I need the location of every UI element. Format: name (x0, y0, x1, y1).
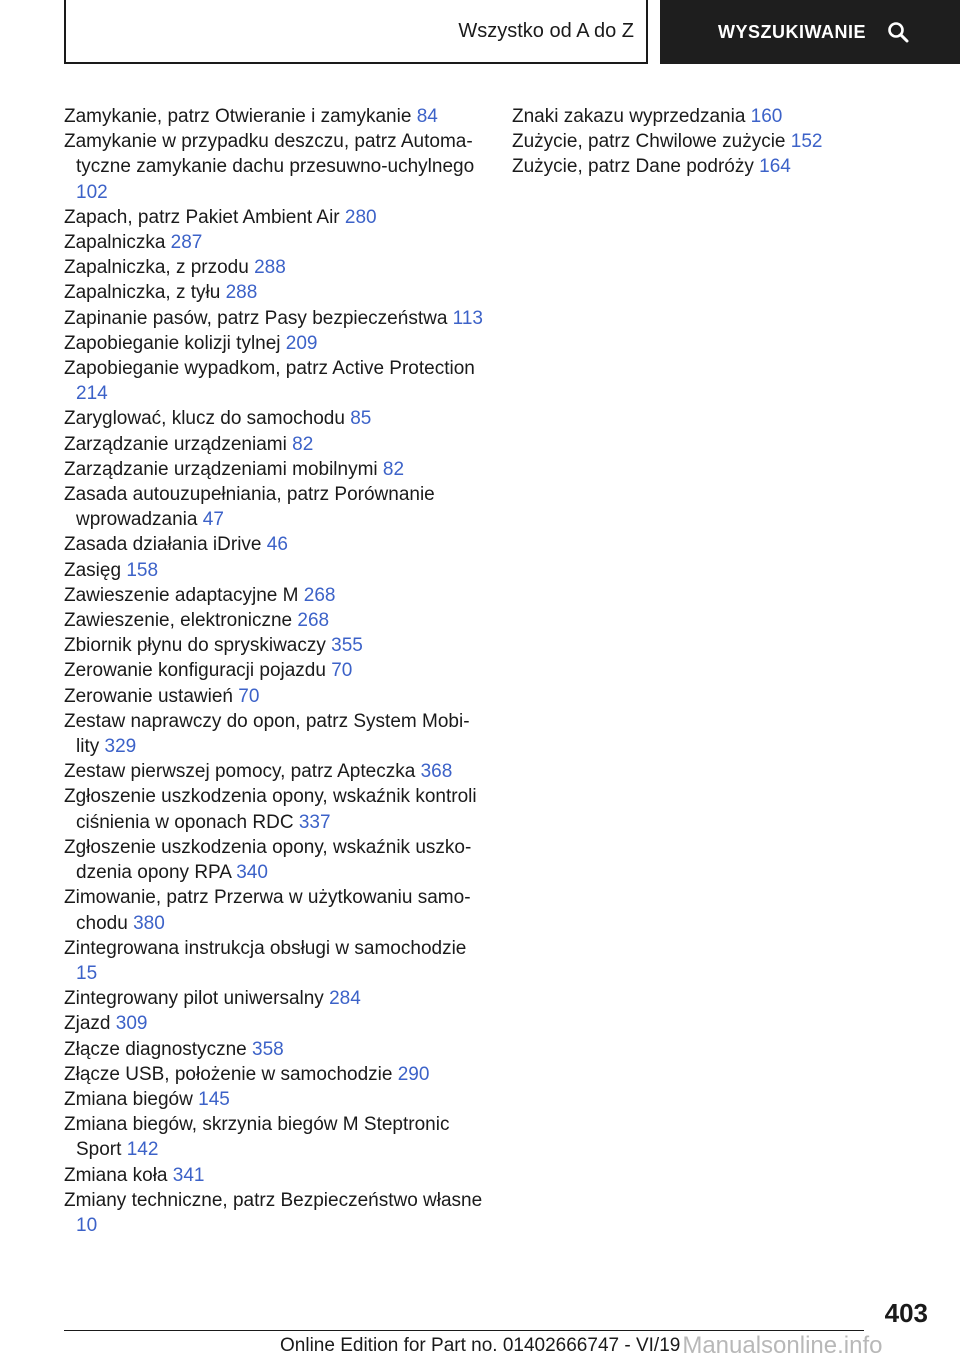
entry-page-link[interactable]: 341 (172, 1164, 205, 1186)
entry-text: Zmiana biegów, skrzynia biegów M Steptronic Sport (64, 1114, 450, 1161)
entry-text: Zamykanie, patrz Otwieranie i zamykanie (64, 106, 412, 127)
entry-page-link[interactable]: 329 (104, 736, 137, 758)
footer (280, 1332, 940, 1360)
entry-page-link[interactable]: 15 (76, 962, 98, 984)
entry-text: Zarządzanie urządzeniami mobilnymi (64, 458, 378, 480)
index-entry (64, 482, 484, 532)
entry-page-link[interactable]: 358 (252, 1038, 284, 1060)
entry-text: Zasada działania iDrive (64, 534, 262, 556)
entry-page-link[interactable]: 164 (759, 156, 791, 178)
entry-text: Zgłoszenie uszkodzenia opony, wskaźnik uszkodzenia opony RPA (64, 836, 472, 884)
entry-page-link[interactable]: 152 (790, 131, 823, 153)
index-entry (64, 255, 484, 280)
entry-text: Zerowanie ustawień (64, 685, 233, 707)
section-tab[interactable] (64, 0, 648, 64)
index-entry (64, 784, 484, 834)
entry-page-link[interactable]: 70 (238, 685, 260, 707)
entry-page-link[interactable]: 337 (298, 811, 331, 833)
index-entry (64, 1011, 484, 1036)
index-entry (512, 129, 932, 154)
entry-text: Zarządzanie urządzeniami (64, 433, 287, 455)
entry-page-link[interactable]: 287 (170, 232, 203, 254)
index-entry (512, 154, 932, 179)
index-entry (64, 205, 484, 230)
entry-page-link[interactable]: 309 (115, 1013, 148, 1035)
entry-text: Zapobieganie wypadkom, patrz Active Protection (64, 358, 475, 380)
entry-page-link[interactable]: 70 (331, 660, 353, 682)
entry-text: Zapalniczka, z tyłu (64, 282, 221, 304)
entry-text: Zużycie, patrz Chwilowe zużycie (512, 131, 786, 153)
index-entry (64, 936, 484, 986)
index-entry (64, 1037, 484, 1062)
index-entry (64, 331, 484, 356)
entry-page-link[interactable]: 102 (76, 181, 108, 203)
entry-page-link[interactable]: 290 (397, 1063, 430, 1085)
entry-text: Zintegrowany pilot uniwersalny (64, 988, 324, 1010)
page-header (0, 0, 960, 66)
entry-text: Znaki zakazu wyprzedzania (512, 106, 746, 127)
entry-text: Zużycie, patrz Dane podróży (512, 156, 754, 178)
entry-page-link[interactable]: 380 (133, 912, 165, 934)
entry-text: Zamykanie w przypadku deszczu, patrz Automatyczne zamykanie dachu przesuwno-uchylnego (64, 131, 475, 178)
search-label: WYSZUKIWANIE (718, 21, 866, 42)
index-entry (64, 406, 484, 431)
entry-page-link[interactable]: 82 (292, 433, 314, 455)
entry-page-link[interactable]: 160 (750, 106, 783, 127)
entry-text: Zasięg (64, 559, 122, 581)
entry-text: Zapalniczka, z przodu (64, 257, 249, 279)
entry-page-link[interactable]: 280 (344, 206, 377, 228)
entry-page-link[interactable]: 142 (126, 1139, 159, 1161)
index-entry (64, 1062, 484, 1087)
page-number: 403 (884, 1298, 928, 1328)
index-entry (64, 658, 484, 683)
index-entry (64, 709, 484, 759)
index-entry (64, 1188, 484, 1238)
entry-text: Zjazd (64, 1013, 111, 1035)
index-entry (64, 129, 484, 205)
index-entry (64, 356, 484, 406)
entry-text: Zestaw pierwszej pomocy, patrz Apteczka (64, 761, 416, 783)
entry-page-link[interactable]: 84 (416, 106, 438, 127)
index-entry (64, 1087, 484, 1112)
search-icon (886, 20, 910, 44)
entry-page-link[interactable]: 46 (266, 534, 288, 556)
entry-text: Złącze USB, położenie w samochodzie (64, 1063, 393, 1085)
footer-edition: Online Edition for Part no. 01402666747 - VI/19 (280, 1335, 681, 1356)
entry-page-link[interactable]: 10 (76, 1214, 98, 1236)
index-entry (64, 230, 484, 255)
index-entry (64, 684, 484, 709)
entry-text: Zapinanie pasów, patrz Pasy bezpieczeństwa (64, 307, 448, 329)
index-entry (64, 457, 484, 482)
footer-watermark: Manualsonline.info (682, 1332, 883, 1359)
entry-text: Zawieszenie adaptacyjne M (64, 584, 299, 606)
entry-page-link[interactable]: 113 (452, 307, 483, 329)
entry-text: Zasada autouzupełniania, patrz Porównanie wprowadzania (64, 484, 435, 531)
entry-page-link[interactable]: 145 (198, 1088, 230, 1110)
index-entry (64, 986, 484, 1011)
index-entry (64, 885, 484, 935)
entry-text: Zapobieganie kolizji tylnej (64, 332, 281, 354)
index-entry (64, 1163, 484, 1188)
entry-page-link[interactable]: 268 (303, 584, 336, 606)
section-title: Wszystko od A do Z (458, 19, 634, 42)
entry-page-link[interactable]: 368 (420, 761, 453, 783)
entry-page-link[interactable]: 209 (285, 332, 318, 354)
entry-text: Zawieszenie, elektroniczne (64, 610, 293, 632)
index-entry (64, 432, 484, 457)
entry-text: Złącze diagnostyczne (64, 1038, 247, 1060)
entry-text: Zapach, patrz Pakiet Ambient Air (64, 206, 340, 228)
index-entry (64, 633, 484, 658)
entry-text: Zgłoszenie uszkodzenia opony, wskaźnik kontroli ciśnienia w oponach RDC (64, 786, 477, 833)
index-entry (64, 608, 484, 633)
index-entry (64, 532, 484, 557)
index-entry (64, 280, 484, 305)
entry-page-link[interactable]: 284 (329, 988, 361, 1010)
entry-page-link[interactable]: 47 (202, 509, 224, 531)
entry-page-link[interactable]: 85 (350, 408, 372, 430)
entry-page-link[interactable]: 288 (254, 257, 286, 279)
index-entry (64, 306, 484, 331)
entry-text: Zerowanie konfiguracji pojazdu (64, 660, 326, 682)
search-button[interactable] (660, 0, 960, 64)
index-entry (64, 104, 484, 129)
index-entry (64, 1112, 484, 1162)
entry-text: Zaryglować, klucz do samochodu (64, 408, 345, 430)
entry-text: Zestaw naprawczy do opon, patrz System Mobility (64, 710, 470, 758)
entry-text: Zintegrowana instrukcja obsługi w samochodzie (64, 937, 467, 959)
entry-page-link[interactable]: 288 (225, 282, 258, 304)
entry-text: Zmiany techniczne, patrz Bezpieczeństwo własne (64, 1189, 483, 1211)
entry-page-link[interactable]: 355 (331, 635, 363, 657)
entry-page-link[interactable]: 268 (297, 610, 330, 632)
entry-page-link[interactable]: 82 (382, 458, 405, 480)
index-entry (512, 104, 932, 129)
entry-page-link[interactable]: 340 (236, 862, 268, 884)
entry-page-link[interactable]: 214 (76, 383, 108, 405)
footer-divider (64, 1330, 864, 1331)
entry-text: Zbiornik płynu do spryskiwaczy (64, 635, 326, 657)
entry-text: Zimowanie, patrz Przerwa w użytkowaniu samochodu (64, 887, 471, 934)
index-entry (64, 558, 484, 583)
entry-text: Zmiana biegów (64, 1088, 193, 1110)
index-column-right (512, 104, 932, 180)
index-entry (64, 759, 484, 784)
entry-page-link[interactable]: 158 (126, 559, 159, 581)
entry-text: Zapalniczka (64, 232, 166, 254)
index-column-left (64, 104, 484, 1238)
index-entry (64, 835, 484, 885)
index-entry (64, 583, 484, 608)
entry-text: Zmiana koła (64, 1164, 168, 1186)
